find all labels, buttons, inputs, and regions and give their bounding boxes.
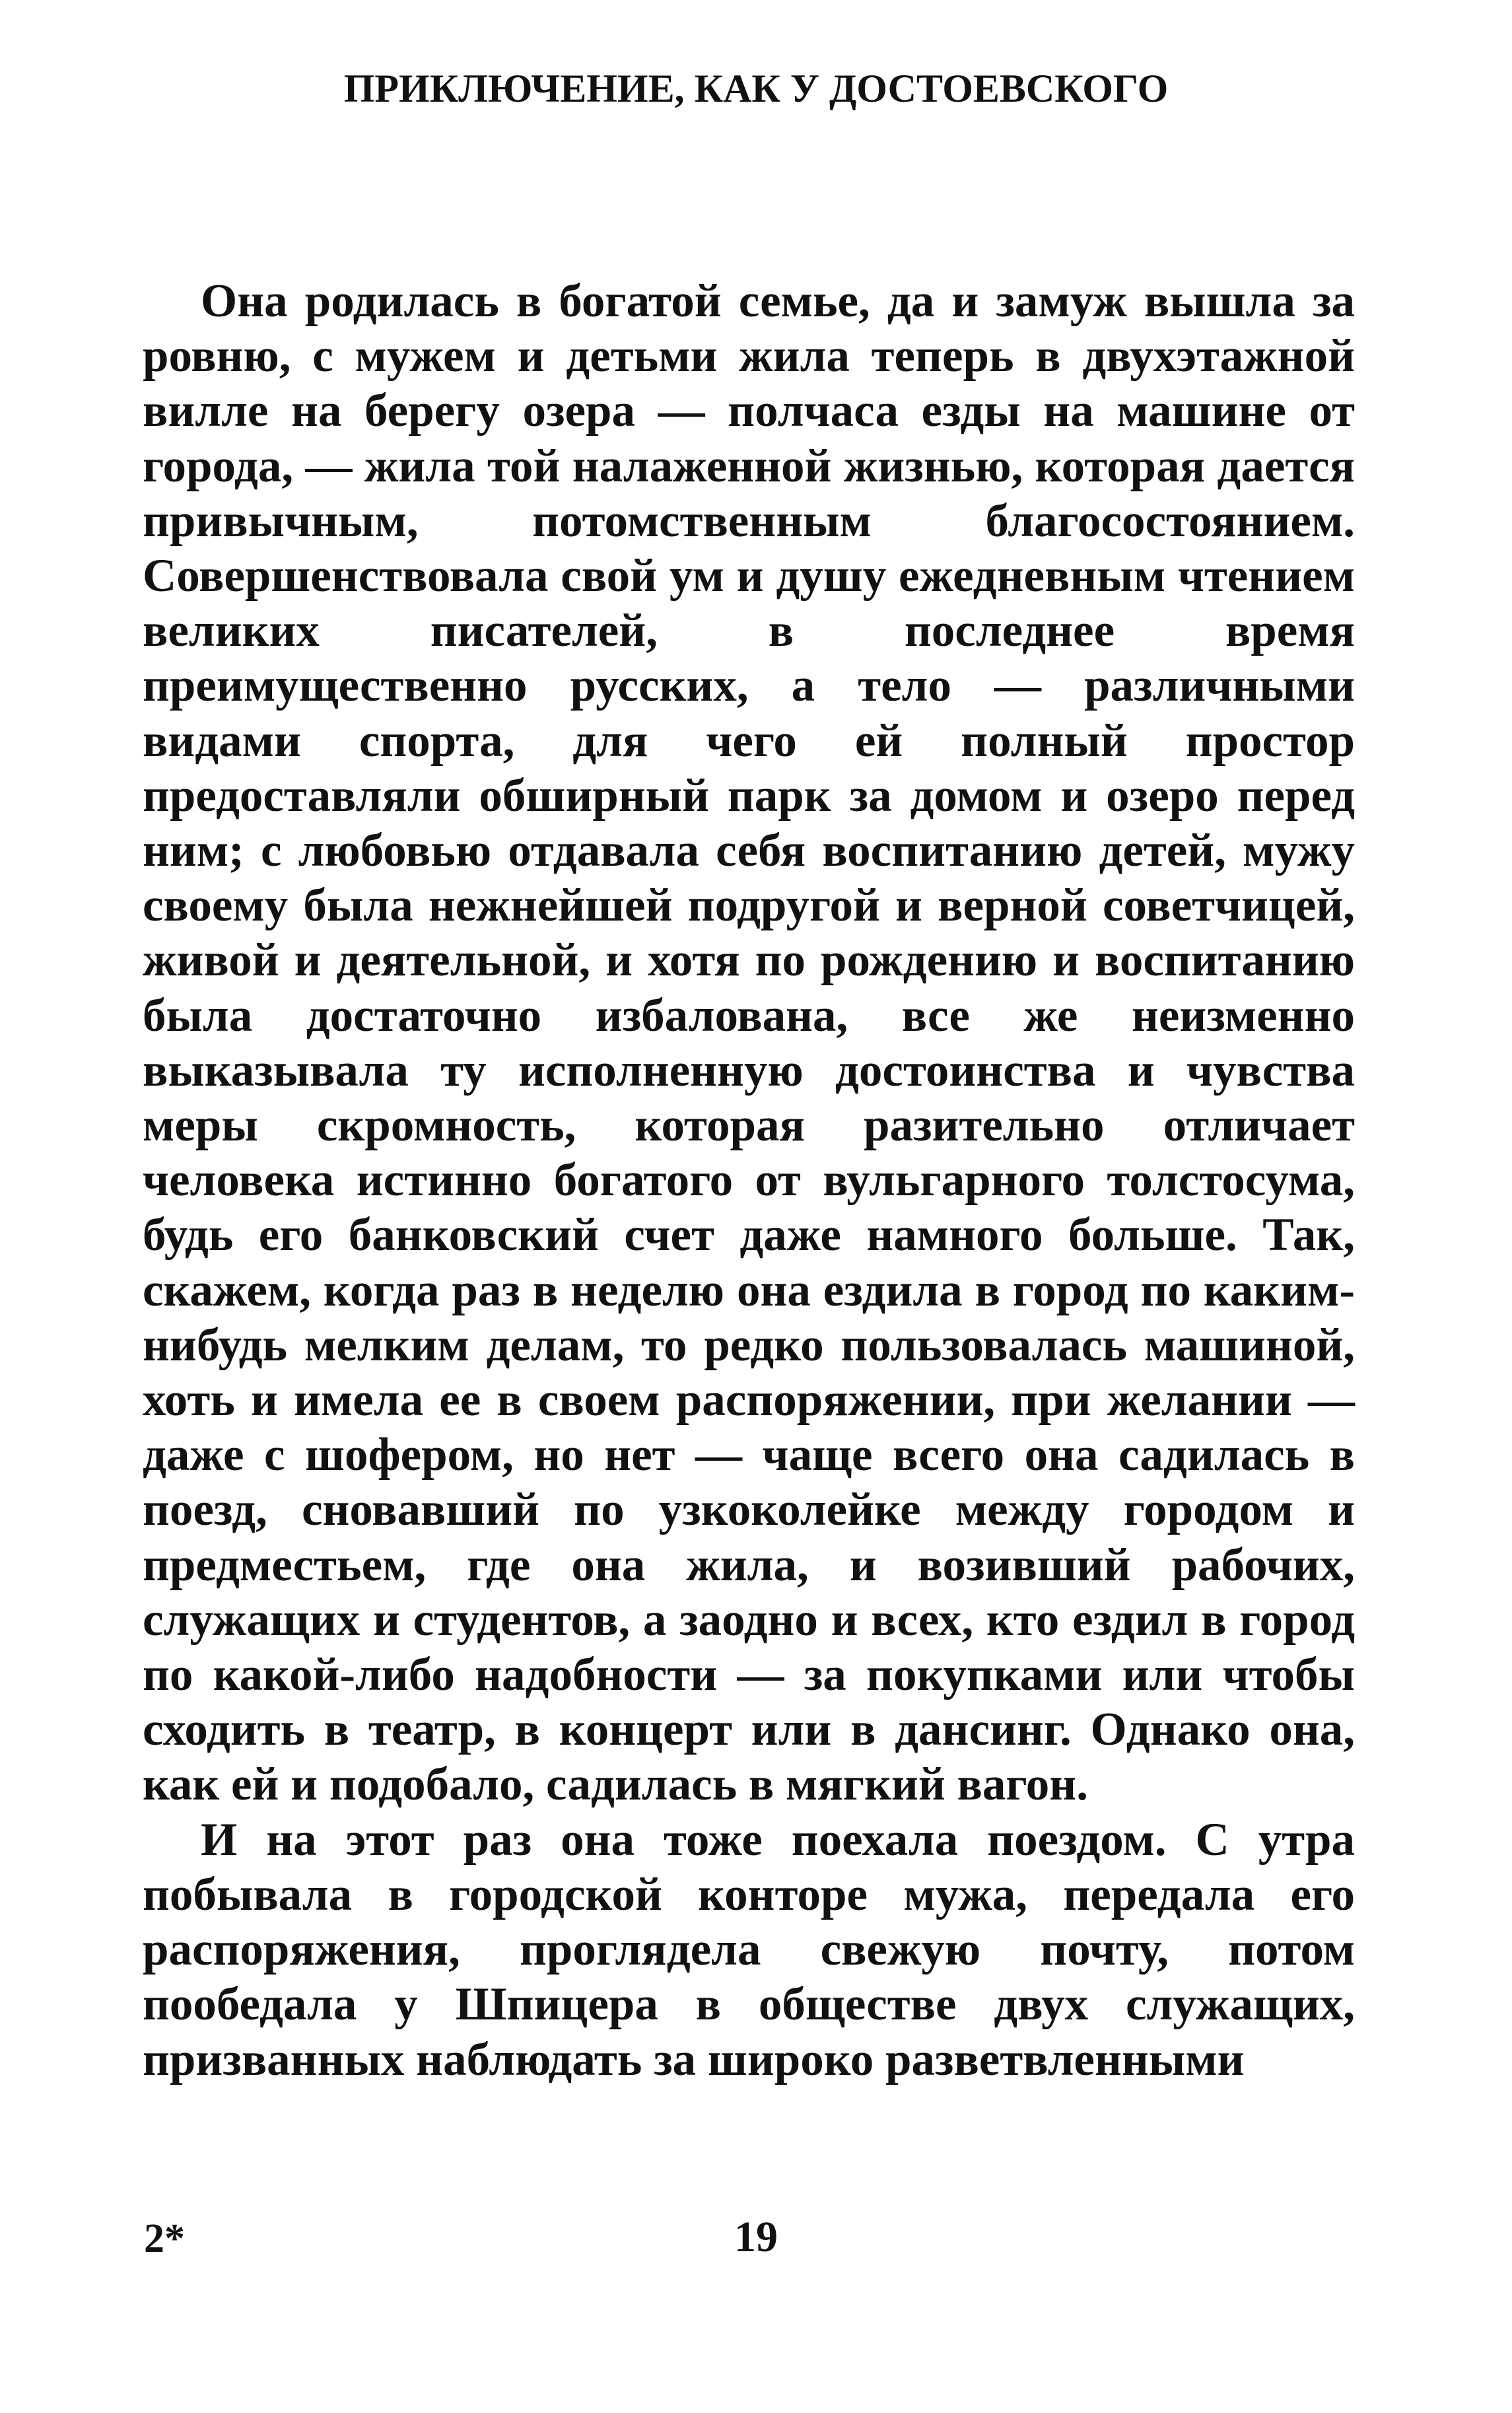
paragraph-2: И на этот раз она тоже поехала поездом. С утра побывала в городской конторе мужа, передала его распоряжения, проглядела свежую почту, потом пообедала у Шпицера в обществе двух служащих, призванных наблюдать за широко разветвленными [143, 1813, 1355, 2085]
body-text [143, 274, 1355, 2087]
paragraph-1: Она родилась в богатой семье, да и замуж вышла за ровню, с мужем и детьми жила теперь в двухэтажной вилле на берегу озера — полчаса езды на машине от города, — жила той налаженной жизнью, которая дается привычным, потомственным благосостоянием. Совершенствовала свой ум и душу ежедневным чтением великих писателей, в последнее время преимущественно русских, а тело — различными видами спорта, для чего ей полный простор предоставляли обширный парк за домом и озеро перед ним; с любовью отдавала себя воспитанию детей, мужу своему была нежнейшей подругой и верной советчицей, живой и деятельной, и хотя по рождению и воспитанию была достаточно избалована, все же неизменно выказывала ту исполненную достоинства и чувства меры скромность, которая разительно отличает человека истинно богатого от вульгарного толстосума, будь его банковский счет даже намного больше. Так, скажем, когда раз в неделю она ездила в город по каким-нибудь мелким делам, то редко пользовалась машиной, хоть и имела ее в своем распоряжении, при желании — даже с шофером, но нет — чаще всего она садилась в поезд, сновавший по узкоколейке между городом и предместьем, где она жила, и возивший рабочих, служащих и студентов, а заодно и всех, кто ездил в город по какой-либо надобности — за покупками или чтобы сходить в театр, в концерт или в дансинг. Однако она, как ей и подобало, садилась в мягкий вагон. [143, 275, 1355, 1811]
signature-mark: 2* [144, 2216, 185, 2261]
running-head-title: ПРИКЛЮЧЕНИЕ, КАК У ДОСТОЕВСКОГО [343, 67, 1169, 110]
page-number: 19 [734, 2213, 778, 2261]
